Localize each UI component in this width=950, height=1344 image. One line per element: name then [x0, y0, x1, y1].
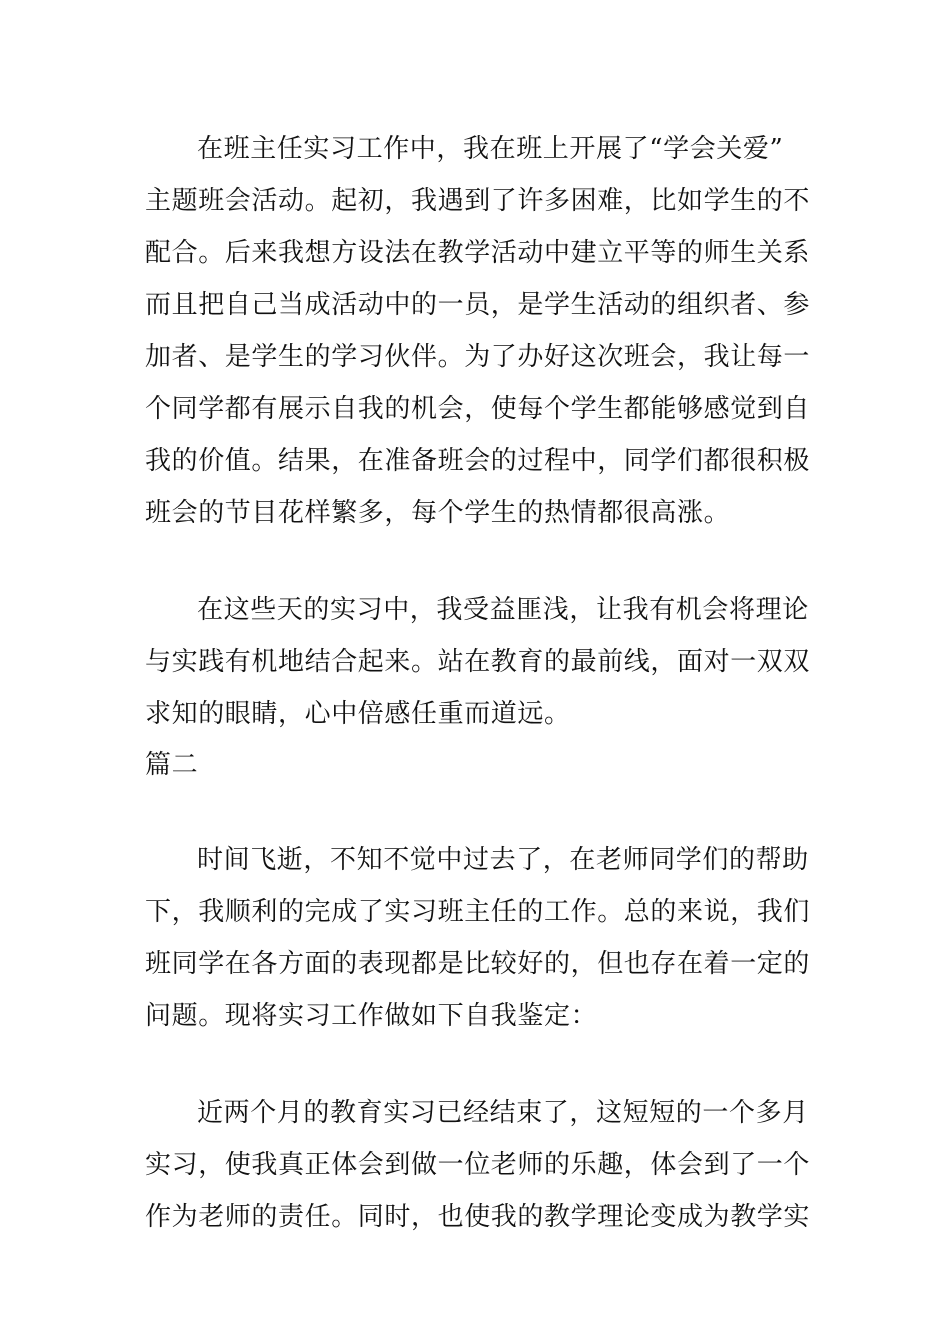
paragraph-line: 时间飞逝，不知不觉中过去了，在老师同学们的帮助 — [197, 845, 809, 875]
paragraph-line: 问题。现将实习工作做如下自我鉴定： — [145, 1001, 598, 1031]
paragraph-line: 我的价值。结果，在准备班会的过程中，同学们都很积极 — [145, 446, 811, 476]
paragraph-line: 近两个月的教育实习已经结束了，这短短的一个多月 — [197, 1098, 809, 1128]
paragraph-line: 加者、是学生的学习伙伴。为了办好这次班会，我让每一 — [145, 342, 811, 372]
paragraph-line: 实习，使我真正体会到做一位老师的乐趣，体会到了一个 — [145, 1150, 811, 1180]
section-heading: 篇二 — [145, 750, 199, 780]
paragraph-line: 在班主任实习工作中，我在班上开展了“学会关爱” — [197, 134, 784, 164]
paragraph-line: 班同学在各方面的表现都是比较好的，但也存在着一定的 — [145, 949, 811, 979]
paragraph-line: 主题班会活动。起初，我遇到了许多困难，比如学生的不 — [145, 186, 811, 216]
paragraph-line: 而且把自己当成活动中的一员，是学生活动的组织者、参 — [145, 290, 811, 320]
paragraph-line: 求知的眼睛，心中倍感任重而道远。 — [145, 699, 571, 729]
paragraph-line: 在这些天的实习中，我受益匪浅，让我有机会将理论 — [197, 595, 809, 625]
paragraph-line: 配合。后来我想方设法在教学活动中建立平等的师生关系 — [145, 238, 811, 268]
paragraph-line: 下，我顺利的完成了实习班主任的工作。总的来说，我们 — [145, 897, 811, 927]
paragraph-line: 班会的节目花样繁多，每个学生的热情都很高涨。 — [145, 498, 731, 528]
paragraph-line: 与实践有机地结合起来。站在教育的最前线，面对一双双 — [145, 647, 811, 677]
paragraph-line: 作为老师的责任。同时，也使我的教学理论变成为教学实 — [145, 1202, 811, 1232]
paragraph-line: 个同学都有展示自我的机会，使每个学生都能够感觉到自 — [145, 394, 811, 424]
